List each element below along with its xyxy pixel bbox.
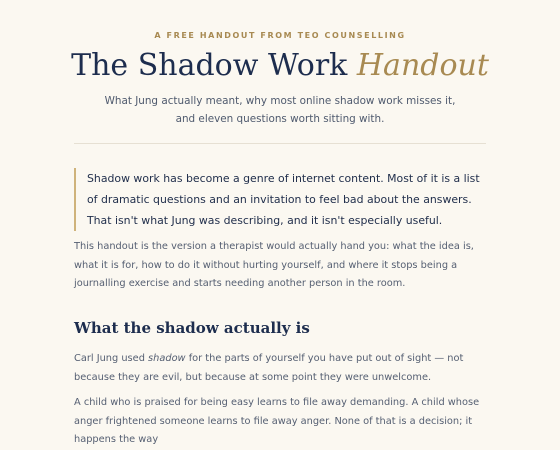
title-accent: Handout <box>356 48 489 83</box>
title-main: The Shadow Work <box>71 48 348 83</box>
shadow-p1-before: Carl Jung used <box>74 353 149 364</box>
lead-quote <box>74 168 488 231</box>
page-subtitle <box>0 92 560 128</box>
shadow-term: shadow <box>148 353 186 364</box>
section-heading: What the shadow actually is <box>74 319 310 337</box>
shadow-paragraph-2: A child who is praised for being easy learns to file away demanding. A child whose anger frightened someone learns to file away anger. None of that is a decision; it happens the way <box>74 397 480 445</box>
page-title <box>0 46 560 86</box>
header-divider <box>74 143 486 144</box>
lead-paragraph: Shadow work has become a genre of internet content. Most of it is a list of dramatic questions and an invitation to feel bad about the answers. That isn't what Jung was describing, and it isn't especially useful. <box>87 172 480 227</box>
subtitle-line-1: What Jung actually meant, why most online shadow work misses it, <box>104 95 456 107</box>
shadow-paragraph-1 <box>74 350 494 387</box>
intro-paragraph: This handout is the version a therapist would actually hand you: what the idea is, what it is for, how to do it without hurting yourself, and where it stops being a journalling exercise and starts needing another person in the room. <box>74 241 474 289</box>
handout-eyebrow: A FREE HANDOUT FROM TEO COUNSELLING <box>154 31 406 40</box>
shadow-p1-after: for the parts of yourself you have put out of sight — not because they are evil, but because at some point they were unwelcome. <box>74 353 464 383</box>
subtitle-line-2: and eleven questions worth sitting with. <box>175 113 385 125</box>
